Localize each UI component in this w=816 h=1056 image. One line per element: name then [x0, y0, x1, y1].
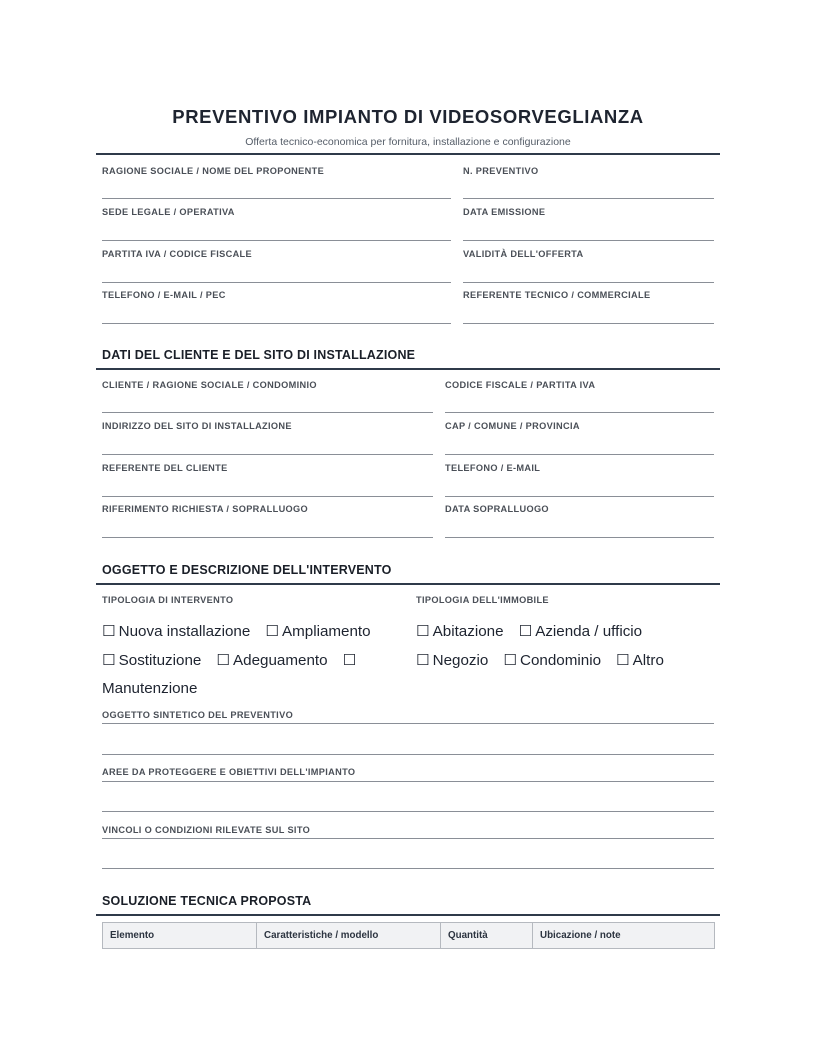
field-label: RAGIONE SOCIALE / NOME DEL PROPONENTE [102, 166, 325, 176]
document-subtitle: Offerta tecnico-economica per fornitura, installazione e configurazione [245, 136, 571, 148]
section-divider [96, 368, 720, 370]
referente-tecnico-field[interactable] [463, 290, 714, 324]
option-negozio[interactable]: ☐ Negozio [416, 651, 489, 669]
checkbox-icon[interactable]: ☐ [416, 651, 430, 669]
field-line [102, 754, 714, 755]
option-manutenzione[interactable]: ☐ Manutenzione [102, 651, 357, 697]
field-label: REFERENTE TECNICO / COMMERCIALE [463, 290, 651, 300]
soluzione-table [102, 922, 715, 949]
section-title-cliente: DATI DEL CLIENTE E DEL SITO DI INSTALLAZIONE [102, 348, 416, 362]
option-adeguamento[interactable]: ☐ Adeguamento [216, 651, 328, 669]
field-line [102, 282, 451, 283]
section-divider [96, 914, 720, 916]
tipologia-intervento-label: TIPOLOGIA DI INTERVENTO [102, 595, 234, 605]
option-condominio[interactable]: ☐ Condominio [503, 651, 602, 669]
table-header-row [103, 923, 715, 949]
section-divider [96, 583, 720, 585]
field-line [102, 781, 714, 782]
section-title-soluzione: SOLUZIONE TECNICA PROPOSTA [102, 894, 312, 908]
oggetto-sintetico-field[interactable] [102, 710, 714, 756]
checkbox-icon[interactable]: ☐ [102, 651, 116, 669]
codice-fiscale-cliente-field[interactable] [445, 380, 714, 414]
field-label: N. PREVENTIVO [463, 166, 539, 176]
partita-iva-field[interactable] [102, 249, 451, 283]
field-label: DATA EMISSIONE [463, 207, 546, 217]
tipologia-immobile-label: TIPOLOGIA DELL'IMMOBILE [416, 595, 549, 605]
checkbox-icon[interactable]: ☐ [503, 651, 517, 669]
field-line [463, 282, 714, 283]
field-label: PARTITA IVA / CODICE FISCALE [102, 249, 252, 259]
field-line [102, 496, 433, 497]
checkbox-icon[interactable]: ☐ [616, 651, 630, 669]
checkbox-icon[interactable]: ☐ [265, 623, 279, 640]
option-azienda-ufficio[interactable]: ☐ Azienda / ufficio [518, 623, 643, 640]
field-label: TELEFONO / E-MAIL / PEC [102, 290, 226, 300]
field-label: INDIRIZZO DEL SITO DI INSTALLAZIONE [102, 421, 292, 431]
checkbox-icon[interactable]: ☐ [416, 623, 430, 640]
field-line [463, 198, 714, 199]
field-label: TELEFONO / E-MAIL [445, 463, 541, 473]
riferimento-richiesta-field[interactable] [102, 504, 433, 538]
field-label: DATA SOPRALLUOGO [445, 504, 549, 514]
field-line [102, 240, 451, 241]
option-sostituzione[interactable]: ☐ Sostituzione [102, 651, 202, 669]
field-line [102, 811, 714, 812]
field-label: VINCOLI O CONDIZIONI RILEVATE SUL SITO [102, 825, 311, 835]
column-header-quantita: Quantità [441, 923, 533, 949]
proponente-field[interactable] [102, 166, 451, 200]
cap-comune-field[interactable] [445, 421, 714, 455]
field-label: VALIDITÀ DELL'OFFERTA [463, 249, 584, 259]
cliente-field[interactable] [102, 380, 433, 414]
column-header-caratteristiche: Caratteristiche / modello [257, 923, 441, 949]
data-sopralluogo-field[interactable] [445, 504, 714, 538]
data-emissione-field[interactable] [463, 207, 714, 241]
field-label: CODICE FISCALE / PARTITA IVA [445, 380, 596, 390]
field-label: AREE DA PROTEGGERE E OBIETTIVI DELL'IMPIANTO [102, 767, 356, 777]
field-line [102, 868, 714, 869]
indirizzo-sito-field[interactable] [102, 421, 433, 455]
option-abitazione[interactable]: ☐ Abitazione [416, 623, 504, 640]
tipologia-immobile-options [416, 618, 716, 675]
checkbox-icon[interactable]: ☐ [518, 623, 533, 640]
validita-field[interactable] [463, 249, 714, 283]
numero-preventivo-field[interactable] [463, 166, 714, 200]
checkbox-icon[interactable]: ☐ [342, 651, 357, 669]
field-label: SEDE LEGALE / OPERATIVA [102, 207, 235, 217]
document-title: PREVENTIVO IMPIANTO DI VIDEOSORVEGLIANZA [172, 106, 644, 127]
field-label: OGGETTO SINTETICO DEL PREVENTIVO [102, 710, 294, 720]
checkbox-icon[interactable]: ☐ [102, 623, 116, 640]
field-label: RIFERIMENTO RICHIESTA / SOPRALLUOGO [102, 504, 309, 514]
field-line [463, 323, 714, 324]
header-divider [96, 153, 720, 155]
option-altro[interactable]: ☐ Altro [616, 651, 664, 669]
field-line [102, 412, 433, 413]
field-line [102, 723, 714, 724]
field-line [445, 454, 714, 455]
field-line [445, 496, 714, 497]
section-title-oggetto: OGGETTO E DESCRIZIONE DELL'INTERVENTO [102, 563, 392, 577]
contatti-proponente-field[interactable] [102, 290, 451, 324]
sede-field[interactable] [102, 207, 451, 241]
checkbox-icon[interactable]: ☐ [216, 651, 230, 669]
field-line [463, 240, 714, 241]
field-label: REFERENTE DEL CLIENTE [102, 463, 228, 473]
field-label: CLIENTE / RAGIONE SOCIALE / CONDOMINIO [102, 380, 317, 390]
tipologia-intervento-options [102, 618, 402, 704]
field-line [102, 537, 433, 538]
contatti-cliente-field[interactable] [445, 463, 714, 497]
referente-cliente-field[interactable] [102, 463, 433, 497]
option-ampliamento[interactable]: ☐ Ampliamento [265, 623, 371, 640]
vincoli-sito-field[interactable] [102, 825, 714, 871]
column-header-elemento: Elemento [103, 923, 257, 949]
field-line [102, 323, 451, 324]
field-line [445, 412, 714, 413]
field-line [102, 454, 433, 455]
field-line [102, 838, 714, 839]
column-header-ubicazione: Ubicazione / note [533, 923, 715, 949]
aree-proteggere-field[interactable] [102, 767, 714, 813]
field-line [445, 537, 714, 538]
field-label: CAP / COMUNE / PROVINCIA [445, 421, 580, 431]
field-line [102, 198, 451, 199]
option-nuova-installazione[interactable]: ☐ Nuova installazione [102, 623, 251, 640]
